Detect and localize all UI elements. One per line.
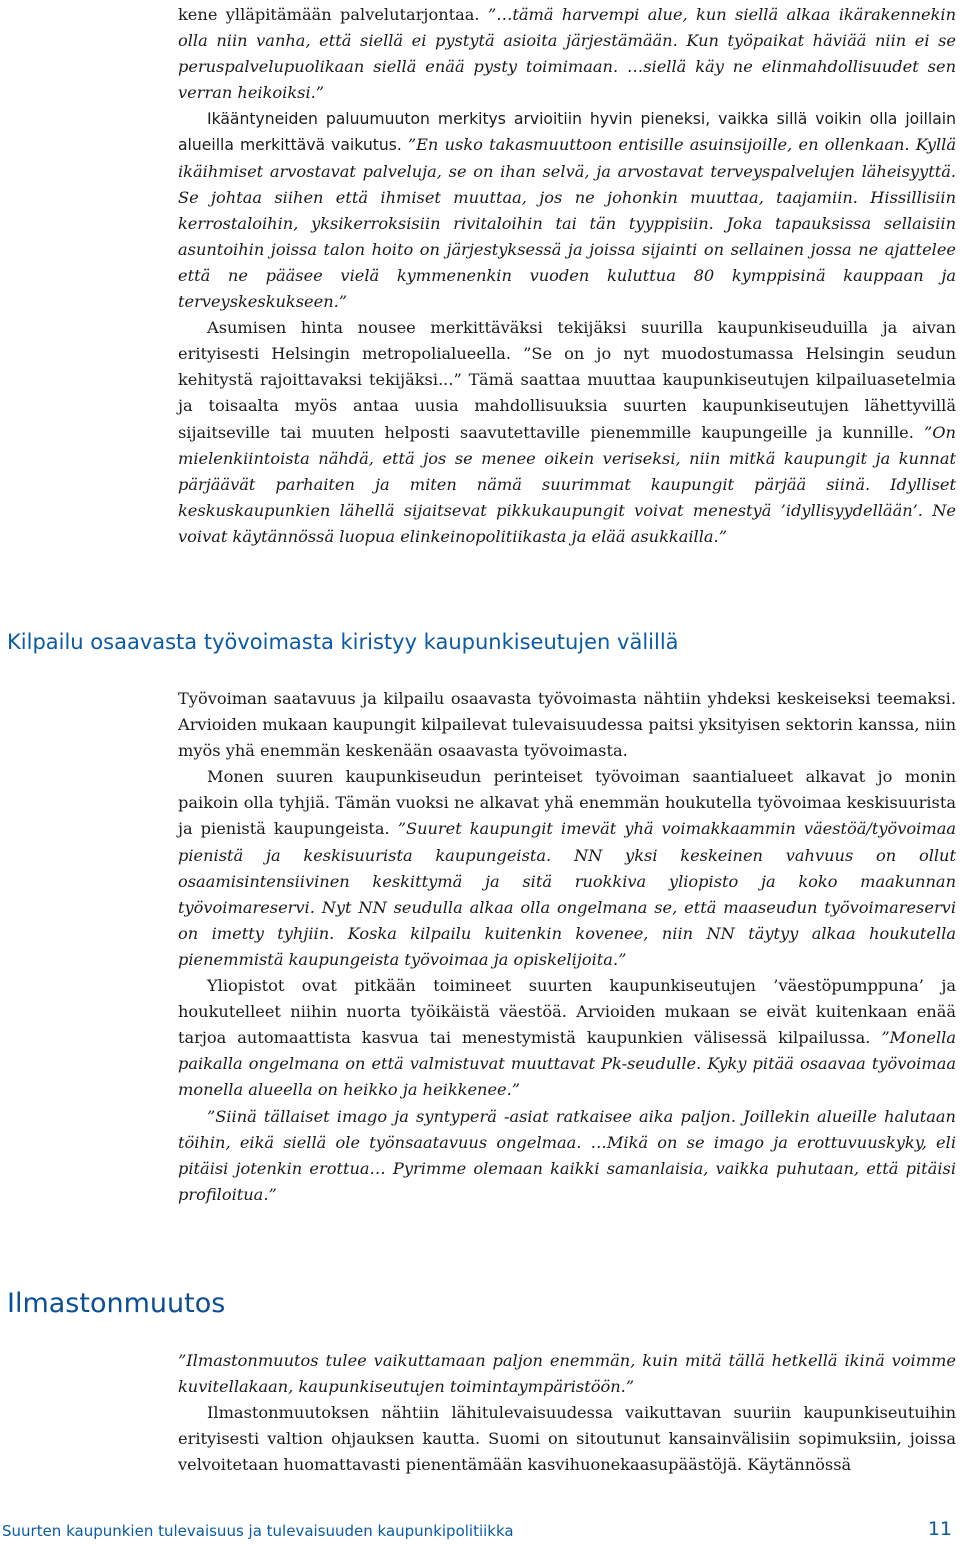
paragraph — [178, 686, 956, 764]
paragraph — [178, 1400, 956, 1478]
quote-run: ”On mielenkiintoista nähdä, että jos se menee oikein veriseksi, niin mitkä kaupungit ja kunnat pärjäävät parhaiten ja miten nämä suurimmat kaupungit pärjää siinä. Idylliset keskuskaupunkien lähellä sijaitsevat pikkukaupungit voivat menestyä ’idyllisyydellään’. Ne voivat käytännössä luopua elinkeinopolitiikasta ja elää asukkailla.” — [178, 422, 956, 546]
text-run: Asumisen hinta nousee merkittäväksi tekijäksi suurilla kaupunkiseuduilla ja aivan erityisesti Helsingin metropolialueella. ”Se on jo nyt muodostumassa Helsingin seudun kehitystä rajoittavaksi tekijäksi...” Tämä saattaa muuttaa kaupunkiseutujen kilpailuasetelmia ja toisaalta myös antaa uusia mahdollisuuksia suurten kaupunkiseutujen lähettyvillä sijaitseville tai muuten helposti saavutettaville pienemmille kaupungeille ja kunnille. — [178, 318, 956, 442]
quote-run: ”Monella paikalla ongelmana on että valmistuvat muuttavat Pk-seudulle. Kyky pitää osaavaa työvoimaa monella alueella on heikko ja heikkenee.” — [178, 1028, 956, 1100]
page-footer — [0, 1516, 960, 1544]
footer-title: Suurten kaupunkien tulevaisuus ja tulevaisuuden kaupunkipolitiikka — [2, 1522, 514, 1540]
paragraph — [178, 1348, 956, 1400]
paragraph — [178, 315, 956, 550]
quote-run: ”Siinä tällaiset imago ja syntyperä -asiat ratkaisee aika paljon. Joillekin alueille halutaan töihin, eikä siellä ole työnsaatavuus ongelmaa. …Mikä on se imago ja erottuvuuskyky, eli pitäisi jotenkin erottua… Pyrimme olemaan kaikki samanlaisia, vaikka puhutaan, että pitäisi profiloitua.” — [178, 1106, 956, 1204]
text-run: Ilmastonmuutoksen nähtiin lähitulevaisuudessa vaikuttavan suuriin kaupunkiseutuihin erityisesti valtion ohjauksen kautta. Suomi on sitoutunut kansainvälisiin sopimuksiin, joissa velvoitetaan huomattavasti pienentämään kasvihuonekaasupäästöjä. Käytännössä — [178, 1403, 956, 1475]
paragraph — [178, 973, 956, 1103]
text-run: Monen suuren kaupunkiseudun perinteiset työvoiman saantialueet alkavat jo monin paikoin olla tyhjiä. Tämän vuoksi ne alkavat yhä enemmän houkutella työvoimaa keskisuurista ja pienistä kaupungeista. — [178, 767, 956, 839]
paragraph — [178, 106, 956, 315]
paragraph — [178, 1104, 956, 1208]
text-run: Yliopistot ovat pitkään toimineet suurten kaupunkiseutujen ’väestöpumppuna’ ja houkutelleet niihin nuorta työikäistä väestöä. Arvioiden mukaan se eivät kuitenkaan enää tarjoa automaattista kasvua tai menestymistä kaupunkien välisessä kilpailussa. — [178, 976, 956, 1048]
quote-run: ”En usko takasmuuttoon entisille asuinsijoille, en ollenkaan. Kyllä ikäihmiset arvostavat palveluja, se on ihan selvä, ja arvostavat terveyspalvelujen läheisyyttä. Se johtaa siihen että ihmiset muuttaa, jos ne johonkin muuttaa, taajamiin. Hissillisiin kerrostaloihin, yksikerroksisiin rivitaloihin tai tän tyyppisiin. Joka tapauksissa sellaisiin asuntoihin joissa talon hoito on järjestyksessä ja joissa sijainti on sellainen jossa ne ajattelee että ne pääsee vielä kymmenenkin vuoden kuluttua 80 kymppisinä kauppaan ja terveyskeskukseen.” — [178, 135, 956, 312]
paragraph — [178, 764, 956, 973]
section-heading: Kilpailu osaavasta työvoimasta kiristyy kaupunkiseutujen välillä — [7, 630, 679, 654]
quote-run: ”…tämä harvempi alue, kun siellä alkaa ikärakennekin olla niin vanha, että siellä ei pystytä asioita järjestämään. Kun työpaikat häviää niin ei se peruspalvelupuolikaan siellä enää pysty toimimaan. …siellä käy ne elinmahdollisuudet sen verran heikoiksi.” — [178, 5, 957, 103]
page-number: 11 — [927, 1518, 952, 1540]
text-block-3 — [178, 1348, 956, 1478]
text-run: kene ylläpitämään palvelutarjontaa. — [178, 5, 488, 24]
text-block-2 — [178, 686, 956, 1208]
quote-run: ”Ilmastonmuutos tulee vaikuttamaan paljon enemmän, kuin mitä tällä hetkellä ikinä voimme kuvitellakaan, kaupunkiseutujen toimintaympäristöön.” — [178, 1351, 956, 1397]
text-run: Työvoiman saatavuus ja kilpailu osaavasta työvoimasta nähtiin yhdeksi keskeiseksi teemaksi. Arvioiden mukaan kaupungit kilpailevat tulevaisuudessa paitsi yksityisen sektorin kanssa, niin myös yhä enemmän keskenään osaavasta työvoimasta. — [178, 689, 956, 761]
text-run: Ikääntyneiden paluumuuton merkitys arvioitiin hyvin pieneksi, vaikka sillä voikin olla joillain alueilla merkittävä vaikutus. — [178, 110, 956, 155]
paragraph — [178, 2, 956, 106]
text-block-1 — [178, 2, 956, 550]
quote-run: ”Suuret kaupungit imevät yhä voimakkaammin väestöä/työvoimaa pienistä ja keskisuurista kaupungeista. NN yksi keskeinen vahvuus on ollut osaamisintensiivinen keskittymä ja sitä ruokkiva yliopisto ja koko maakunnan työvoimareservi. Nyt NN seudulla alkaa olla ongelmana se, että maaseudun työvoimareservi on imetty tyhjiin. Koska kilpailu kuitenkin kovenee, niin NN täytyy alkaa houkutella pienemmistä kaupungeista työvoimaa ja opiskelijoita.” — [178, 819, 956, 969]
section-heading: Ilmastonmuutos — [7, 1288, 226, 1319]
